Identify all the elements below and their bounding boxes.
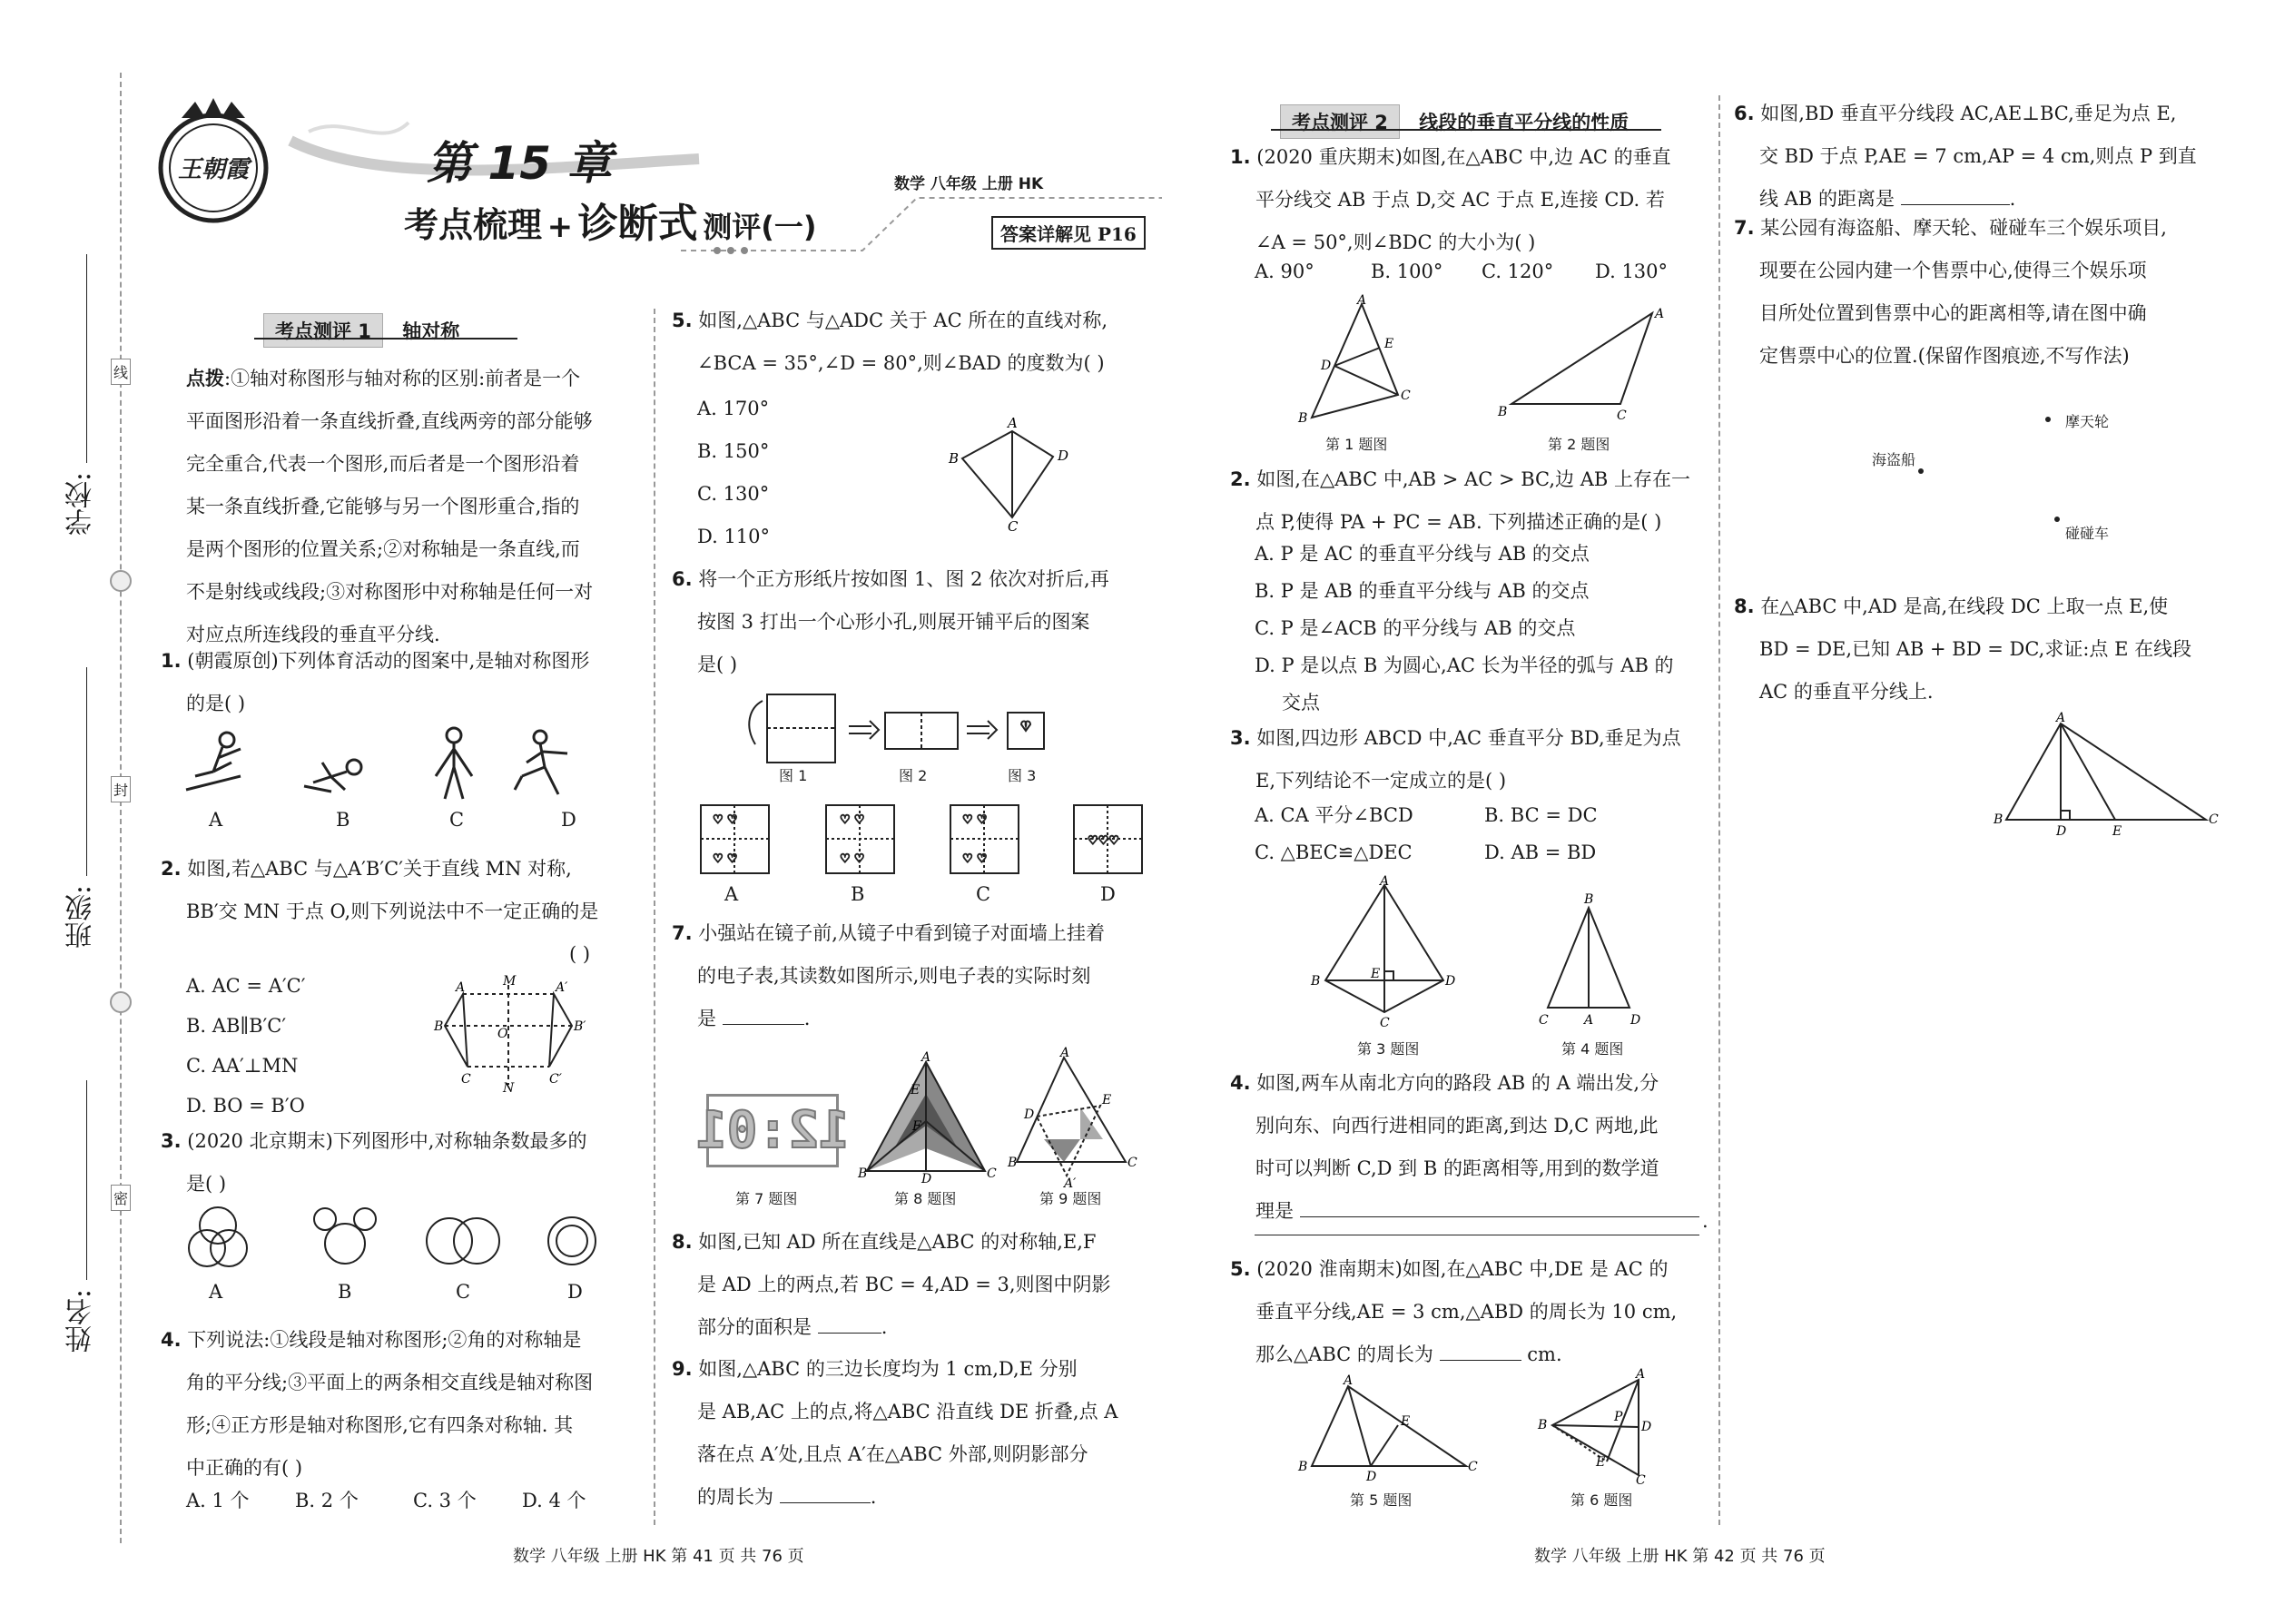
question-text: 落在点 A′处,且点 A′在△ABC 外部,则阴影部分 (697, 1443, 1088, 1465)
question-text: 如图,△ABC 与△ADC 关于 AC 所在的直线对称, (698, 310, 1108, 331)
svg-text:C′: C′ (549, 1072, 562, 1087)
q4-option-b[interactable]: B. 2 个 (295, 1490, 359, 1511)
q4-option-d[interactable]: D. 4 个 (522, 1490, 586, 1511)
svg-text:D: D (1058, 448, 1069, 464)
book-meta: 数学 八年级 上册 HK (894, 175, 1044, 193)
svg-text:B: B (1311, 974, 1321, 989)
question-text: 是 (697, 1008, 716, 1029)
question-1 (161, 640, 642, 725)
svg-text:E: E (1371, 967, 1381, 981)
question-text: 的周长为 (697, 1486, 773, 1508)
q4-option-a[interactable]: A. 1 个 (186, 1490, 250, 1511)
r-q2-option-c[interactable]: C. P 是∠ACB 的平分线与 AB 的交点 (1255, 617, 1576, 639)
question-text: 形;④正方形是轴对称图形,它有四条对称轴. 其 (186, 1414, 574, 1436)
class-label: 班级: (65, 885, 97, 950)
r-q1-option-d[interactable]: D. 130° (1595, 261, 1669, 282)
q6-label-d[interactable]: D (1100, 883, 1116, 905)
q3-label-c[interactable]: C (456, 1281, 471, 1303)
q3-circle-figures (177, 1203, 631, 1275)
question-text: (2020 重庆期末)如图,在△ABC 中,边 AC 的垂直 (1256, 146, 1671, 168)
question-text: BD = DE,已知 AB + BD = DC,求证:点 E 在线段 (1759, 638, 2192, 660)
q7-answer-blank[interactable] (723, 1024, 804, 1025)
school-label: 学校: (65, 472, 97, 536)
question-text: 点 P,使得 PA + PC = AB. 下列描述正确的是( ) (1255, 511, 1662, 533)
question-text: 某公园有海盗船、摩天轮、碰碰车三个娱乐项目, (1760, 217, 2167, 239)
question-text: 现要在公园内建一个售票中心,使得三个娱乐项 (1759, 260, 2147, 281)
svg-text:E: E (911, 1083, 921, 1097)
ferris-wheel-label: 摩天轮 (2065, 413, 2110, 430)
question-number: 7. (672, 922, 693, 944)
svg-text:♡ ♡: ♡ ♡ (713, 813, 738, 827)
hint-line: 对应点所连线段的垂直平分线. (186, 624, 440, 645)
r-question-3 (1230, 717, 1711, 802)
question-text: (2020 北京期末)下列图形中,对称轴条数最多的 (187, 1130, 587, 1152)
q3-label-a[interactable]: A (209, 1281, 223, 1303)
r-q2-figure (1493, 300, 1675, 422)
svg-text:♡ ♡: ♡ ♡ (713, 852, 738, 866)
question-text: 理是 (1255, 1200, 1294, 1222)
hint-block (186, 357, 640, 656)
q2-option-d[interactable]: D. BO = B′O (186, 1095, 305, 1117)
r-q3-option-b[interactable]: B. BC = DC (1484, 804, 1598, 826)
r-q1-option-c[interactable]: C. 120° (1482, 261, 1554, 282)
svg-text:C: C (987, 1166, 997, 1181)
svg-text:C: C (1468, 1460, 1478, 1474)
question-number: 3. (1230, 727, 1251, 749)
r-question-4 (1230, 1062, 1711, 1233)
section2-tag: 考点测评 2 (1280, 104, 1400, 139)
binding-hole-icon (110, 570, 132, 592)
logo-text: 王朝霞 (177, 156, 250, 183)
svg-text:D: D (2056, 824, 2067, 839)
svg-text:A: A (1636, 1367, 1646, 1382)
svg-text:C: C (461, 1072, 471, 1087)
clock-reading: 12:01 (695, 1101, 850, 1160)
svg-text:B: B (1298, 1460, 1308, 1474)
subtitle-part-a: 考点梳理 (404, 205, 543, 245)
svg-text:B: B (1584, 892, 1594, 907)
section-rule (254, 338, 517, 340)
r-q5-figure-caption: 第 5 题图 (1350, 1491, 1413, 1509)
question-text: (2020 淮南期末)如图,在△ABC 中,DE 是 AC 的 (1256, 1258, 1669, 1280)
svg-text:C: C (1008, 518, 1019, 535)
question-8: 8. 如图,已知 AD 所在直线是△ABC 的对称轴,E,F 是 AD 上的两点,若 BC = 4,AD = 3,则图中阴影 部分的面积是 . (672, 1231, 1111, 1338)
question-text: ∠BCA = 35°,∠D = 80°,则∠BAD 的度数为( ) (697, 352, 1105, 374)
question-text: 将一个正方形纸片按如图 1、图 2 依次对折后,再 (698, 568, 1109, 590)
point-marker-icon[interactable] (1918, 468, 1924, 474)
svg-text:♡ ♡: ♡ ♡ (962, 852, 988, 866)
question-number: 1. (161, 650, 182, 672)
question-text: 如图,两车从南北方向的路段 AB 的 A 端出发,分 (1256, 1072, 1659, 1094)
svg-text:E: E (2112, 824, 2122, 839)
svg-text:E: E (1384, 337, 1394, 351)
svg-text:B: B (1298, 411, 1308, 426)
question-text: 那么△ABC 的周长为 (1255, 1343, 1433, 1365)
svg-text:E: E (1102, 1093, 1112, 1107)
r-question-1 (1230, 136, 1711, 264)
q6-label-a[interactable]: A (724, 883, 739, 905)
question-2 (161, 848, 642, 976)
question-text: 中正确的有( ) (186, 1457, 303, 1479)
question-number: 9. (672, 1358, 693, 1380)
question-text: 线 AB 的距离是 (1759, 188, 1895, 210)
svg-text:B: B (1994, 812, 2004, 827)
question-text: 在△ABC 中,AD 是高,在线段 DC 上取一点 E,使 (1760, 595, 2169, 617)
svg-text:D: D (1024, 1107, 1035, 1122)
question-text: (朝霞原创)下列体育活动的图案中,是轴对称图形 (187, 650, 590, 672)
logo-badge (145, 91, 281, 227)
question-text: 如图,若△ABC 与△A′B′C′关于直线 MN 对称, (187, 858, 572, 880)
r-question-7 (1734, 207, 2206, 378)
r-q3-figure (1307, 876, 1462, 1035)
question-text: 别向东、向西行进相同的距离,到达 D,C 两地,此 (1255, 1115, 1659, 1137)
question-number: 7. (1734, 217, 1755, 239)
column-divider (1718, 95, 1720, 1525)
r-q1-option-b[interactable]: B. 100° (1371, 261, 1443, 282)
subtitle-part-c: 测评(一) (703, 210, 817, 244)
question-number: 3. (161, 1130, 182, 1152)
q6-fold-figures (744, 690, 1071, 767)
question-number: 2. (1230, 468, 1251, 490)
r-q3-option-a[interactable]: A. CA 平分∠BCD (1255, 804, 1413, 826)
question-text: 定售票中心的位置.(保留作图痕迹,不写作法) (1759, 345, 2130, 367)
question-text: 下列说法:①线段是轴对称图形;②角的对称轴是 (187, 1329, 582, 1351)
svg-text:O: O (497, 1027, 508, 1041)
question-number: 8. (672, 1231, 693, 1253)
question-number: 2. (161, 858, 182, 880)
question-text: 是( ) (186, 1173, 227, 1195)
section1-title: 轴对称 (402, 320, 460, 342)
question-text: 是 AB,AC 上的点,将△ABC 沿直线 DE 折叠,点 A (697, 1401, 1118, 1422)
svg-text:C: C (1127, 1156, 1137, 1170)
pirate-ship-label: 海盗船 (1872, 451, 1916, 468)
q5-option-c[interactable]: C. 130° (697, 483, 770, 505)
q7-figure-caption: 第 7 题图 (735, 1190, 798, 1207)
q6-label-b[interactable]: B (851, 883, 865, 905)
question-text: 平分线交 AB 于点 D,交 AC 于点 E,连接 CD. 若 (1255, 189, 1665, 211)
svg-text:♡ ♡: ♡ ♡ (840, 852, 865, 866)
name-label: 姓名: (65, 1289, 97, 1353)
question-7: 7. 小强站在镜子前,从镜子中看到镜子对面墙上挂着 的电子表,其读数如图所示,则电子表的实际时刻 是 . (672, 922, 1105, 1029)
answer-bracket[interactable]: ( ) (569, 943, 591, 965)
question-text: 的是( ) (186, 693, 246, 714)
q2-option-a[interactable]: A. AC = A′C′ (186, 975, 306, 997)
svg-text:D: D (1630, 1013, 1641, 1028)
question-text: 垂直平分线,AE = 3 cm,△ABD 的周长为 10 cm, (1255, 1301, 1678, 1323)
question-text: 如图,四边形 ABCD 中,AC 垂直平分 BD,垂足为点 (1256, 727, 1681, 749)
svg-text:A′: A′ (1064, 1176, 1077, 1191)
q5-option-b[interactable]: B. 150° (697, 440, 770, 462)
svg-text:C: C (1380, 1016, 1390, 1030)
svg-text:B: B (1538, 1418, 1548, 1432)
q6-fig1-caption: 图 1 (779, 767, 808, 784)
svg-text:P: P (1614, 1410, 1623, 1424)
q2-option-b[interactable]: B. AB∥B′C′ (186, 1015, 287, 1037)
r-q2-figure-caption: 第 2 题图 (1548, 436, 1610, 453)
r-question-5 (1230, 1248, 1711, 1376)
question-number: 4. (1230, 1072, 1251, 1094)
svg-text:E: E (1401, 1414, 1411, 1429)
question-text: 目所处位置到售票中心的距离相等,请在图中确 (1759, 302, 2147, 324)
r-question-6: 6. 如图,BD 垂直平分线段 AC,AE⊥BC,垂足为点 E, 交 BD 于点 P,AE = 7 cm,AP = 4 cm,则点 P 到直 线 AB 的距离是 . (1734, 103, 2197, 210)
class-blank[interactable] (86, 667, 87, 876)
hint-line: 完全重合,代表一个图形,而后者是一个图形沿着 (186, 453, 580, 475)
right-page-footer: 数学 八年级 上册 HK 第 42 页 共 76 页 (1534, 1547, 1826, 1566)
svg-text:C: C (1539, 1013, 1549, 1028)
column-divider (654, 309, 655, 1525)
q3-label-b[interactable]: B (338, 1281, 352, 1303)
question-text: 如图,△ABC 的三边长度均为 1 cm,D,E 分别 (698, 1358, 1078, 1380)
r-q5-unit: cm. (1527, 1343, 1562, 1365)
svg-text:C: C (2209, 812, 2219, 827)
svg-text:C: C (1636, 1473, 1646, 1488)
svg-text:B: B (858, 1166, 868, 1181)
svg-text:A: A (1344, 1373, 1354, 1388)
binding-line (120, 73, 122, 1543)
question-text: E,下列结论不一定成立的是( ) (1255, 770, 1507, 792)
svg-text:B′: B′ (574, 1019, 586, 1034)
svg-text:A′: A′ (556, 980, 568, 995)
q9-figure (1008, 1046, 1144, 1191)
svg-text:D: D (921, 1172, 932, 1186)
q5-option-a[interactable]: A. 170° (697, 398, 770, 419)
question-5 (672, 300, 1162, 385)
svg-text:A: A (1060, 1046, 1070, 1060)
question-text: AC 的垂直平分线上. (1759, 681, 1934, 703)
r-q1-figure-caption: 第 1 题图 (1325, 436, 1388, 453)
svg-text:B: B (1498, 405, 1508, 419)
question-number: 5. (1230, 1258, 1251, 1280)
section-rule (1271, 129, 1661, 131)
question-4 (161, 1319, 642, 1490)
seal-mark-3: 密 (111, 1185, 131, 1211)
subtitle-part-b: 诊断式 (577, 201, 698, 247)
question-number: 6. (672, 568, 693, 590)
q2-option-c[interactable]: C. AA′⊥MN (186, 1055, 299, 1077)
svg-text:D: D (1445, 974, 1456, 989)
svg-text:A: A (1008, 415, 1018, 431)
q5-option-d[interactable]: D. 110° (697, 526, 771, 547)
question-number: 5. (672, 310, 693, 331)
q9-answer-blank[interactable] (780, 1502, 871, 1503)
question-6 (672, 558, 1162, 686)
question-text: 小强站在镜子前,从镜子中看到镜子对面墙上挂着 (698, 922, 1105, 944)
question-number: 8. (1734, 595, 1755, 617)
q9-figure-caption: 第 9 题图 (1039, 1190, 1102, 1207)
bumper-car-label: 碰碰车 (2065, 525, 2110, 542)
svg-text:♡♡♡: ♡♡♡ (1088, 834, 1119, 848)
question-text: 如图,已知 AD 所在直线是△ABC 的对称轴,E,F (698, 1231, 1097, 1253)
r-q2-option-d[interactable]: D. P 是以点 B 为圆心,AC 长为半径的弧与 AB 的 (1255, 655, 1674, 676)
r-q8-figure (1988, 713, 2224, 840)
section2-title: 线段的垂直平分线的性质 (1419, 112, 1629, 133)
q6-fig2-caption: 图 2 (899, 767, 928, 784)
q8-figure-caption: 第 8 题图 (894, 1190, 957, 1207)
question-text: 的电子表,其读数如图所示,则电子表的实际时刻 (697, 965, 1091, 987)
r-q3-option-c[interactable]: C. △BEC≌△DEC (1255, 842, 1413, 863)
subtitle-plus: + (546, 209, 574, 245)
hint-line: 不是射线或线段;③对称图形中对称轴是任何一对 (186, 581, 594, 603)
r-q5-answer-blank[interactable] (1440, 1360, 1521, 1361)
svg-text:C: C (1401, 389, 1411, 403)
section1-tag: 考点测评 1 (263, 313, 383, 348)
svg-text:M: M (503, 974, 517, 989)
svg-text:B: B (1008, 1156, 1018, 1170)
question-text: 交 BD 于点 P,AE = 7 cm,AP = 4 cm,则点 P 到直 (1759, 145, 2197, 167)
q1-label-d[interactable]: D (561, 809, 576, 831)
r-question-2 (1230, 458, 1711, 544)
q1-label-b[interactable]: B (336, 809, 350, 831)
r-q4-period: . (1702, 1210, 1708, 1232)
question-text: 如图,在△ABC 中,AB > AC > BC,边 AB 上存在一 (1256, 468, 1690, 490)
r-q3-figure-caption: 第 3 题图 (1357, 1040, 1420, 1058)
svg-text:B: B (434, 1019, 444, 1034)
r-q3-option-d[interactable]: D. AB = BD (1484, 842, 1597, 863)
section2-header (1280, 104, 1629, 139)
mirror-clock (695, 1094, 850, 1167)
q2-figure (427, 976, 590, 1094)
school-blank[interactable] (86, 254, 87, 463)
r-q2-option-d-cont[interactable]: 交点 (1282, 692, 1320, 714)
question-number: 1. (1230, 146, 1251, 168)
svg-text:F: F (912, 1119, 921, 1134)
svg-text:A: A (456, 980, 466, 995)
hint-line: 某一条直线折叠,它能够与另一个图形重合,指的 (186, 496, 580, 517)
q8-answer-blank[interactable] (818, 1333, 881, 1334)
name-blank[interactable] (86, 1080, 87, 1280)
svg-text:A: A (921, 1050, 931, 1065)
r-q2-option-b[interactable]: B. P 是 AB 的垂直平分线与 AB 的交点 (1255, 580, 1590, 602)
svg-text:♡ ♡: ♡ ♡ (962, 813, 988, 827)
answer-reference: 答案详解见 P16 (991, 216, 1146, 250)
point-marker-icon[interactable] (2045, 417, 2051, 422)
chapter-title: 第 15 章 (427, 137, 613, 190)
svg-text:D: D (1641, 1420, 1652, 1434)
svg-text:D: D (1321, 359, 1332, 373)
svg-text:A: A (1584, 1013, 1594, 1028)
r-q2-option-a[interactable]: A. P 是 AC 的垂直平分线与 AB 的交点 (1255, 543, 1590, 565)
q8-figure (858, 1050, 997, 1186)
question-3 (161, 1120, 642, 1206)
q1-label-a[interactable]: A (209, 809, 223, 831)
hint-line: 平面图形沿着一条直线折叠,直线两旁的部分能够 (186, 410, 593, 432)
question-text: 时可以判断 C,D 到 B 的距离相等,用到的数学道 (1255, 1157, 1659, 1179)
seal-mark-2: 封 (111, 776, 131, 802)
svg-text:N: N (503, 1081, 515, 1096)
r-q1-figure (1294, 295, 1412, 427)
r-q4-answer-blank[interactable] (1300, 1216, 1699, 1217)
r-q6-figure (1534, 1367, 1670, 1488)
q6-label-c[interactable]: C (976, 883, 991, 905)
question-text: 角的平分线;③平面上的两条相交直线是轴对称图 (186, 1372, 594, 1393)
question-text: BB′交 MN 于点 O,则下列说法中不一定正确的是 (186, 901, 599, 922)
svg-text:A: A (1380, 874, 1390, 889)
seal-mark-1: 线 (111, 359, 131, 385)
question-text: 部分的面积是 (697, 1316, 812, 1338)
left-page-footer: 数学 八年级 上册 HK 第 41 页 共 76 页 (513, 1547, 804, 1566)
question-text: 按图 3 打出一个心形小孔,则展开铺平后的图案 (697, 611, 1090, 633)
question-text: ∠A = 50°,则∠BDC 的大小为( ) (1255, 231, 1536, 253)
svg-text:D: D (1366, 1470, 1377, 1484)
svg-text:E: E (1596, 1455, 1606, 1470)
r-q5-figure (1294, 1373, 1478, 1484)
r-q4-figure (1534, 890, 1652, 1030)
question-number: 4. (161, 1329, 182, 1351)
point-marker-icon[interactable] (2054, 517, 2060, 522)
svg-text:♡ ♡: ♡ ♡ (840, 813, 865, 827)
svg-text:A: A (1655, 307, 1665, 321)
sports-figures (177, 726, 631, 808)
svg-text:A: A (2056, 711, 2066, 725)
r-q4-figure-caption: 第 4 题图 (1561, 1040, 1624, 1058)
svg-text:A: A (1357, 293, 1367, 308)
svg-text:C: C (1617, 408, 1627, 423)
question-text: 如图,BD 垂直平分线段 AC,AE⊥BC,垂足为点 E, (1760, 103, 2177, 124)
question-number: 6. (1734, 103, 1755, 124)
r-question-8 (1734, 586, 2206, 714)
r-q6-answer-blank[interactable] (1901, 204, 2010, 205)
r-q1-option-a[interactable]: A. 90° (1255, 261, 1314, 282)
hint-line: 是两个图形的位置关系;②对称轴是一条直线,而 (186, 538, 580, 560)
q4-option-c[interactable]: C. 3 个 (413, 1490, 477, 1511)
q1-label-c[interactable]: C (449, 809, 465, 831)
header-dotted-line (654, 182, 1180, 263)
question-text: 是 AD 上的两点,若 BC = 4,AD = 3,则图中阴影 (697, 1274, 1111, 1295)
hint-label: 点拨 (186, 367, 224, 389)
binding-hole-icon (110, 991, 132, 1013)
q6-options (699, 803, 1153, 881)
q3-label-d[interactable]: D (567, 1281, 583, 1303)
r-q6-figure-caption: 第 6 题图 (1570, 1491, 1633, 1509)
q6-fig3-caption: 图 3 (1008, 767, 1037, 784)
section1-header (263, 313, 459, 348)
svg-text:B: B (949, 450, 960, 467)
question-9: 9. 如图,△ABC 的三边长度均为 1 cm,D,E 分别 是 AB,AC 上的点,将△ABC 沿直线 DE 折叠,点 A 落在点 A′处,且点 A′在△ABC 外部,则阴影部分 的周长为 . (672, 1358, 1118, 1508)
hint-line: :①轴对称图形与轴对称的区别:前者是一个 (224, 368, 581, 389)
question-text: 是( ) (697, 654, 738, 675)
q5-figure (944, 413, 1080, 535)
